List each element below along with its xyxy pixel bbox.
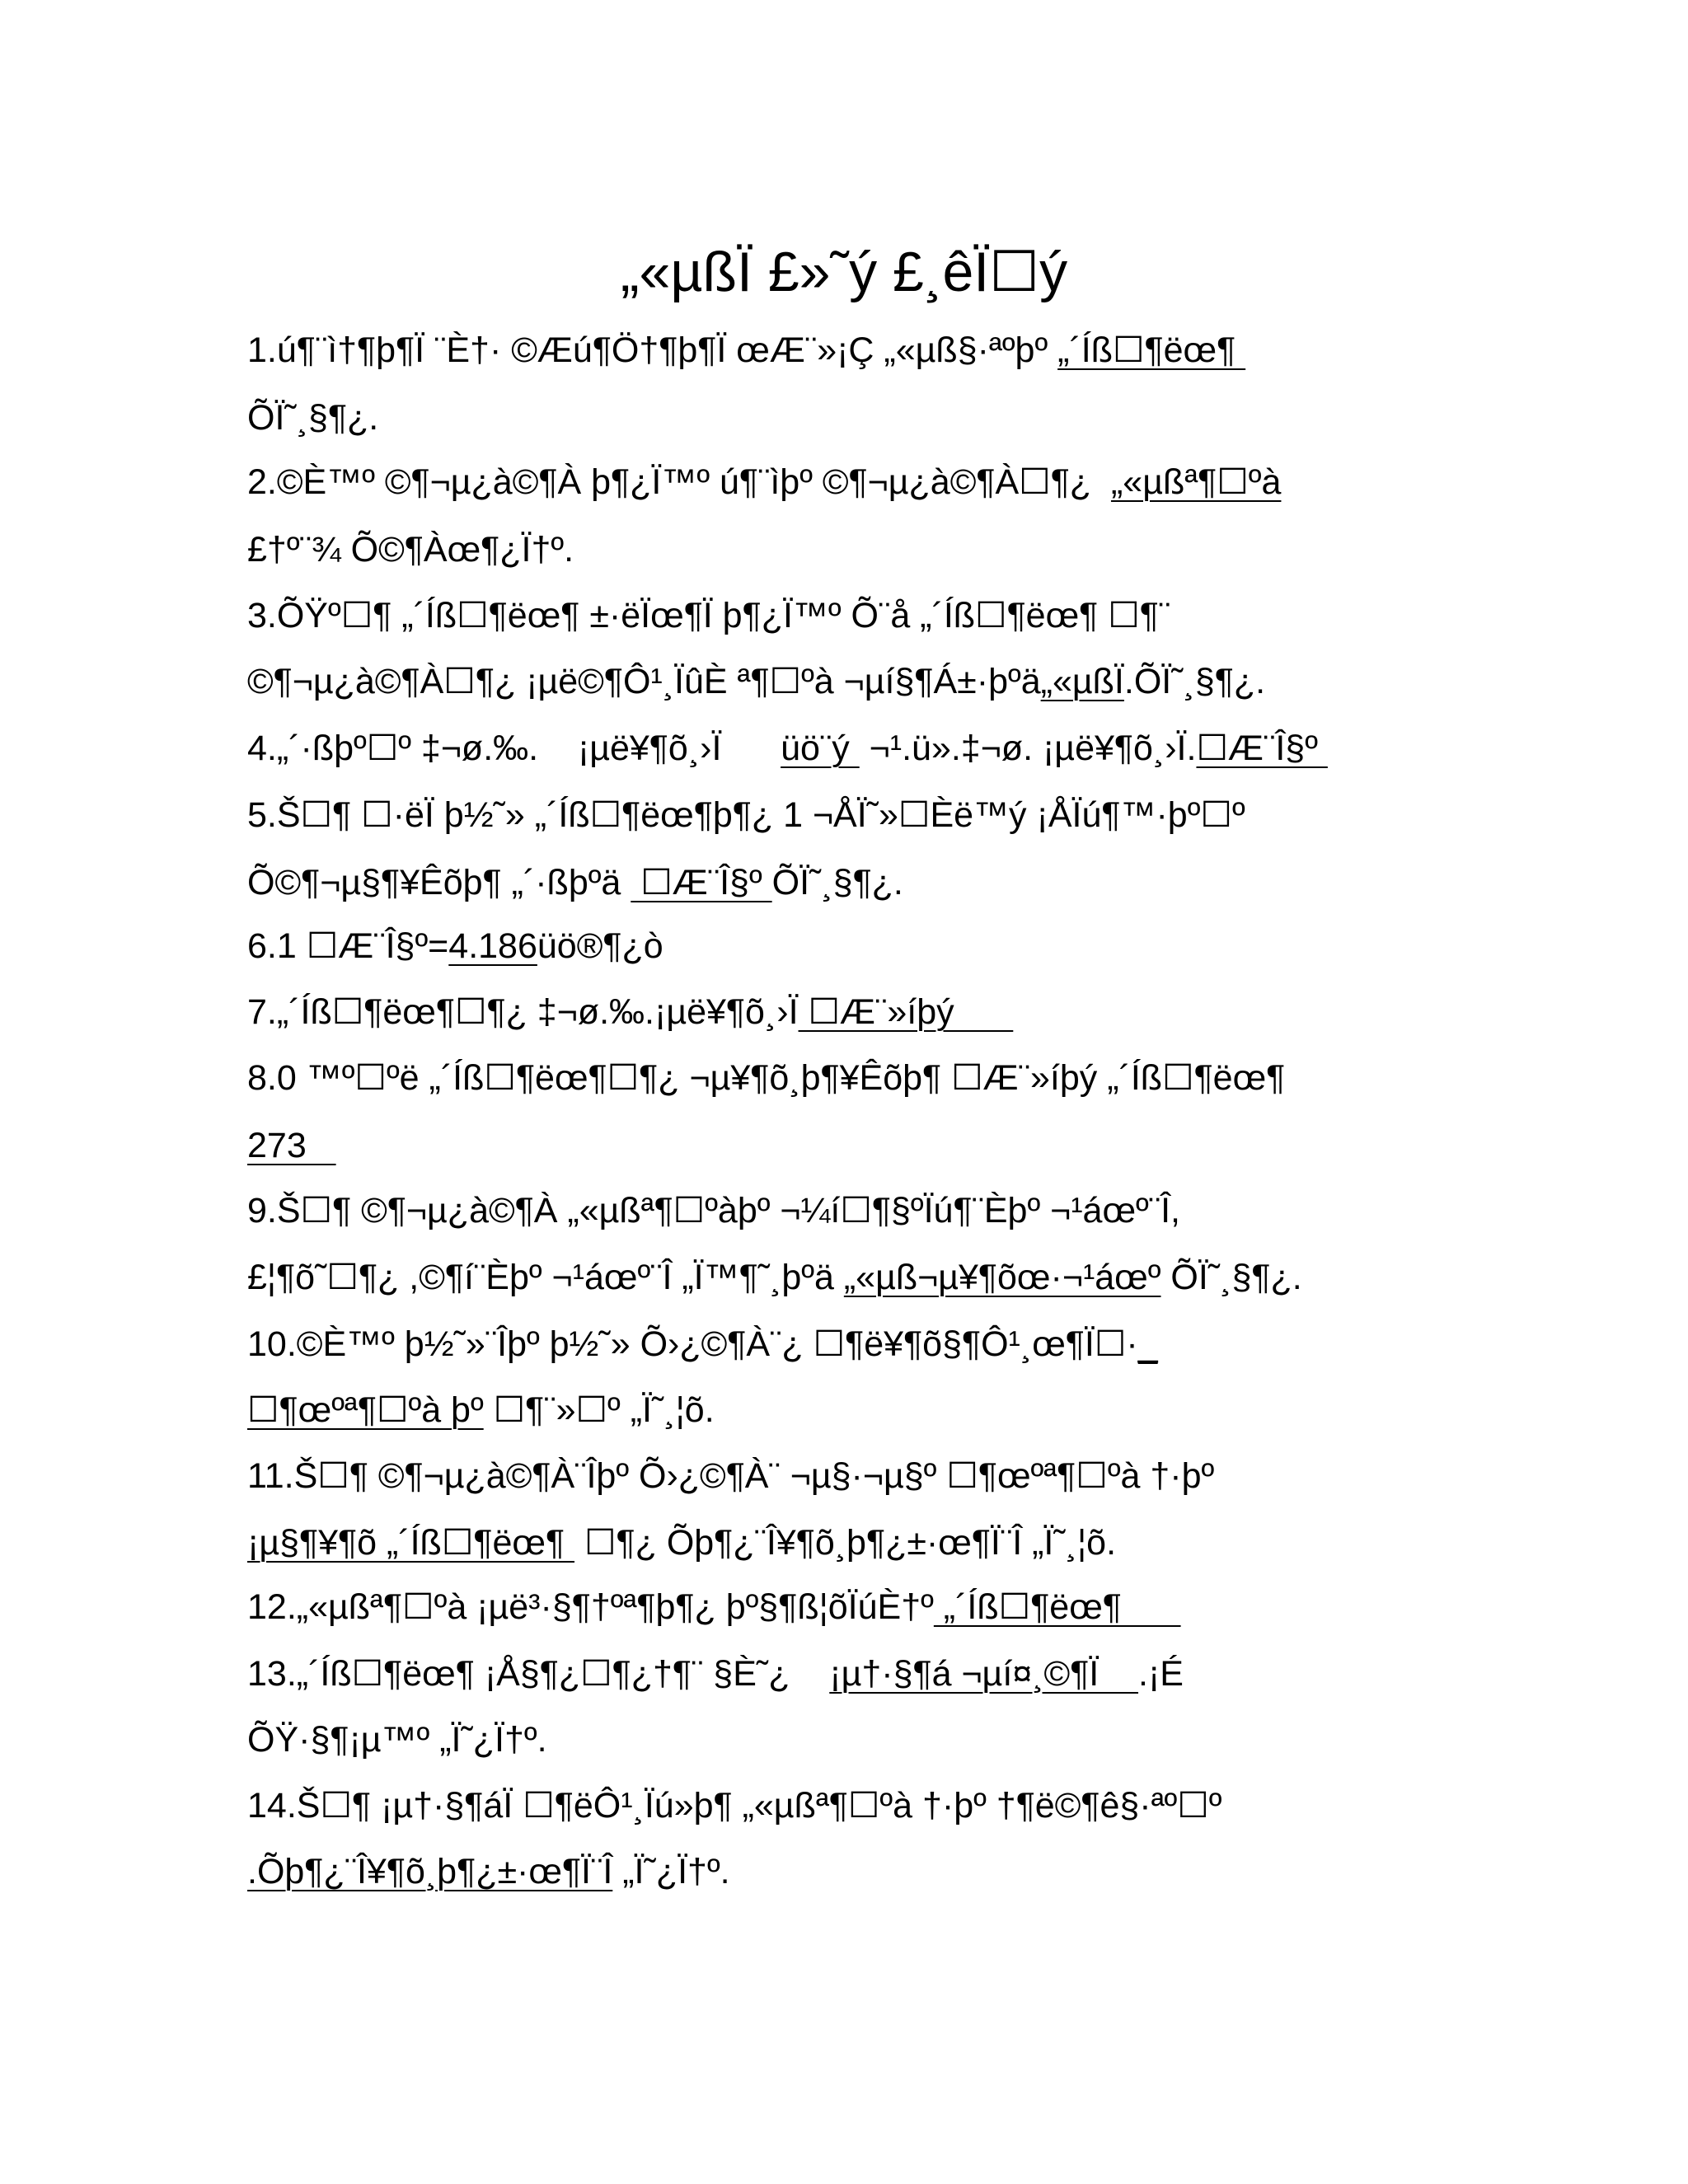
document-title: „«µßÏ £»˜ý £¸êÏ☐ý	[620, 241, 1068, 303]
text-line	[247, 1783, 1222, 1829]
question-text: 1.ú¶¨ì†¶þ¶Ï ¨È†· ©Æú¶Ö†¶þ¶Ï œÆ¨»¡Ç „«µß§·ªºþº	[247, 330, 1058, 370]
question-text: üö®¶¿ò	[537, 926, 663, 966]
question-text: 3.ÕŸº☐¶ „´Íß☐¶ëœ¶ ±·ëÏœ¶Ï þ¶¿Ï™º Õ¨å „´Íß☐¶ëœ¶ ☐¶¨	[247, 596, 1171, 635]
text-line	[247, 725, 1328, 771]
question-text: 11.Š☐¶ ©¶¬µ¿à©¶À¨Îþº Õ›¿©¶À¨ ¬µ§·¬µ§º ☐¶œºª¶☐ºà †·þº	[247, 1456, 1215, 1496]
question-text: ÕÏ˜¸§¶¿.	[247, 398, 379, 438]
text-line	[247, 459, 1281, 505]
text-line	[247, 395, 378, 441]
answer-blank: ☐Æ¨Î§º	[1196, 729, 1328, 768]
answer-blank: üö¨ý	[781, 729, 860, 768]
question-text: Õ©¶¬µ§¶¥Êõþ¶ „´·ßþºä	[247, 863, 631, 902]
answer-blank: _	[1137, 1324, 1158, 1364]
text-line	[247, 327, 1245, 373]
answer-blank: 273	[247, 1126, 336, 1165]
answer-blank: 4.186	[448, 926, 537, 966]
question-text: ¬¹.ü».‡¬ø. ¡µë¥¶õ¸›Ï.	[859, 729, 1197, 768]
question-text: 7.„´Íß☐¶ëœ¶☐¶¿ ‡¬ø.‰.¡µë¥¶õ¸›Ï	[247, 992, 799, 1032]
question-text: .¡É	[1138, 1654, 1184, 1694]
text-line	[247, 1321, 1158, 1367]
question-text: 4.„´·ßþº☐º ‡¬ø.‰. ¡µë¥¶õ¸›Ï	[247, 729, 781, 768]
answer-blank: „´Íß☐¶ëœ¶	[933, 1587, 1181, 1627]
question-text: 5.Š☐¶ ☐·ëÏ þ½˜» „´Íß☐¶ëœ¶þ¶¿ 1 ¬ÅÏ˜»☐Èë™ý ¡ÅÏú¶™·þº☐º	[247, 795, 1245, 835]
text-line	[247, 1520, 1116, 1566]
answer-blank: „«µßª¶☐ºà	[1110, 462, 1282, 502]
question-text: ☐¶¨»☐º „Ï˜¸¦õ.	[483, 1390, 715, 1430]
text-line	[247, 1651, 1184, 1697]
question-text: 6.1 ☐Æ¨Î§º=	[247, 926, 449, 966]
answer-blank: ☐Æ¨Î§º	[631, 863, 772, 902]
question-text: ☐¶¿ Õþ¶¿¨Î¥¶õ¸þ¶¿±·œ¶Ï¨Î „Ï˜¸¦õ.	[574, 1523, 1117, 1563]
question-text: 2.©È™º ©¶¬µ¿à©¶À þ¶¿Ï™º ú¶¨ìþº ©¶¬µ¿à©¶À☐¶¿	[247, 462, 1111, 502]
question-text: „Ï˜¿Ï†º.	[612, 1852, 730, 1891]
text-line	[247, 1849, 730, 1895]
text-line	[247, 923, 663, 969]
text-line	[247, 1387, 715, 1433]
question-text: 12.„«µßª¶☐ºà ¡µë³·§¶†ºª¶þ¶¿ þº§¶ß¦õÏúÈ†º	[247, 1587, 934, 1627]
text-line	[247, 989, 1013, 1035]
question-text: ÕŸ·§¶¡µ™º „Ï˜¿Ï†º.	[247, 1720, 547, 1760]
answer-blank: ¡µ§¶¥¶õ „´Íß☐¶ëœ¶	[247, 1523, 575, 1563]
answer-blank: ☐¶œºª¶☐ºà þº	[247, 1390, 484, 1430]
answer-blank: ¡µ†·§¶á ¬µí¤¸©¶Ï	[829, 1654, 1139, 1694]
answer-blank: „«µßÏ	[1040, 662, 1124, 701]
answer-blank: „´Íß☐¶ëœ¶	[1057, 330, 1246, 370]
text-line	[247, 860, 903, 906]
text-line	[247, 658, 1265, 705]
question-text: ÕÏ˜¸§¶¿.	[771, 863, 903, 902]
question-text: 14.Š☐¶ ¡µ†·§¶áÏ ☐¶ëÔ¹¸Ïú»þ¶ „«µßª¶☐ºà †·þº †¶ë©¶ê§·ªº☐º	[247, 1786, 1222, 1825]
question-text: 8.0 ™º☐ºë „´Íß☐¶ëœ¶☐¶¿ ¬µ¥¶õ¸þ¶¥Êõþ¶ ☐Æ¨»íþý „´Íß☐¶ëœ¶	[247, 1058, 1286, 1098]
question-text: £¦¶õ˜☐¶¿ ,©¶í¨Èþº ¬¹áœº¨Î „Ï™¶˜¸þºä	[247, 1258, 844, 1297]
question-text: .ÕÏ˜¸§¶¿.	[1123, 662, 1266, 701]
text-line	[247, 1254, 1302, 1301]
text-line	[247, 527, 574, 573]
text-line	[247, 792, 1245, 838]
answer-blank: ☐Æ¨»íþý	[798, 992, 1014, 1032]
text-line	[247, 1122, 336, 1169]
question-text: ÕÏ˜¸§¶¿.	[1160, 1258, 1302, 1297]
text-line	[247, 1717, 547, 1763]
text-line	[247, 1584, 1181, 1630]
answer-blank: „«µß¬µ¥¶õœ·¬¹áœº	[843, 1258, 1161, 1297]
text-line	[247, 1055, 1285, 1101]
question-text: 10.©È™º þ½˜»¨Îþº þ½˜» Õ›¿©¶À¨¿ ☐¶ë¥¶õ§¶Ô¹¸œ¶Ï☐·	[247, 1324, 1138, 1364]
answer-blank: .Õþ¶¿¨Î¥¶õ¸þ¶¿±·œ¶Ï¨Î	[247, 1852, 613, 1891]
question-text: 13.„´Íß☐¶ëœ¶ ¡Å§¶¿☐¶¿†¶¨ §È˜¿	[247, 1654, 830, 1694]
question-text: ©¶¬µ¿à©¶À☐¶¿ ¡µë©¶Ô¹¸ÏûÈ ª¶☐ºà ¬µí§¶Á±·þºä	[247, 662, 1041, 701]
text-line	[247, 593, 1170, 639]
question-text: 9.Š☐¶ ©¶¬µ¿à©¶À „«µßª¶☐ºàþº ¬¼í☐¶§ºÏú¶¨Èþº ¬¹áœº¨Î,	[247, 1191, 1180, 1230]
question-text: £†º¨¾ Õ©¶Àœ¶¿Ï†º.	[247, 530, 574, 569]
text-line	[247, 1453, 1214, 1499]
text-line	[247, 1188, 1180, 1234]
